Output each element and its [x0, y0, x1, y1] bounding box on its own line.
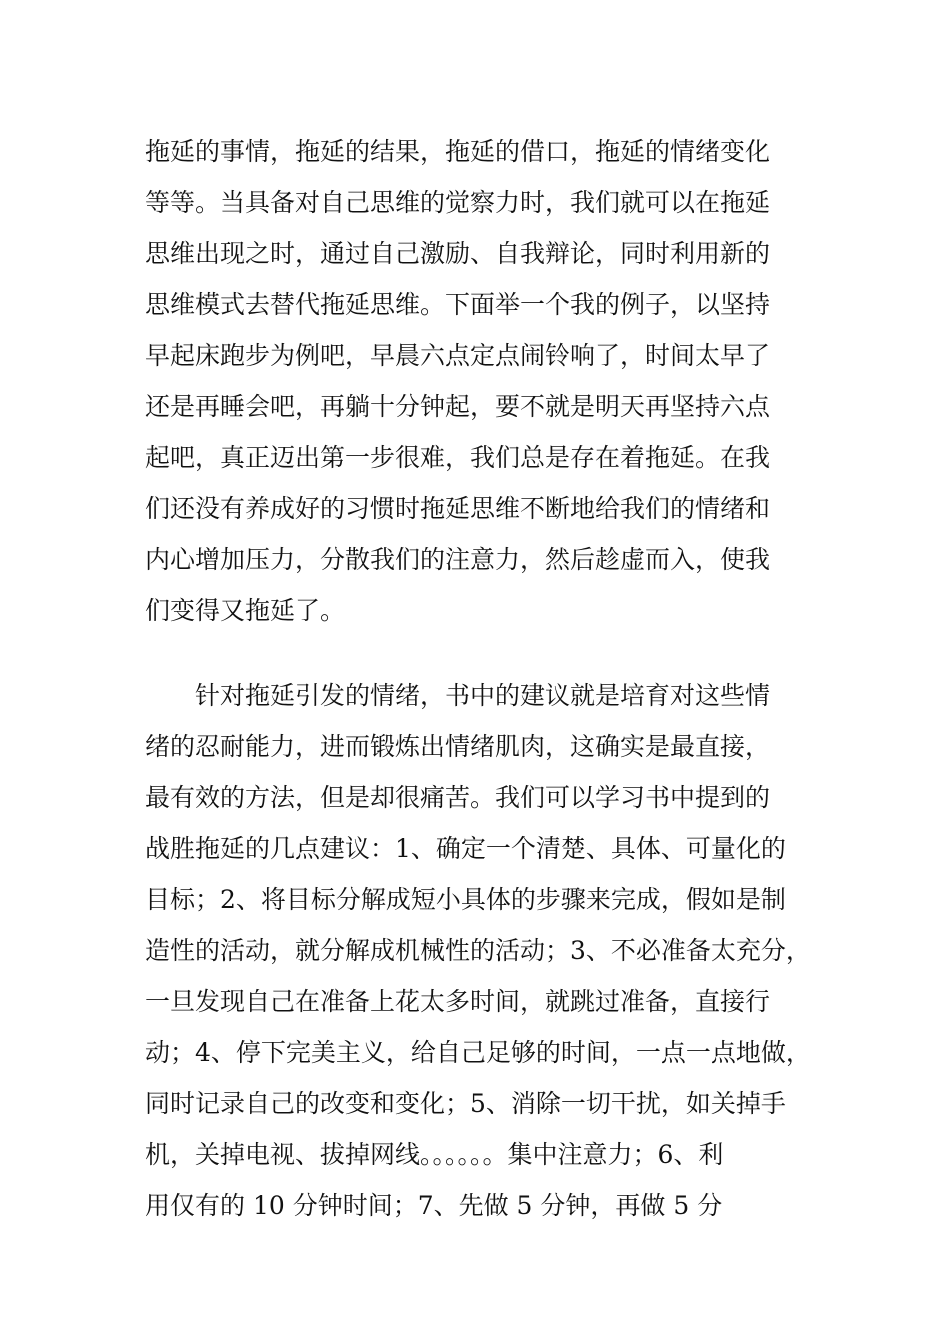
paragraph-line: 一旦发现自己在准备上花太多时间，就跳过准备，直接行: [145, 987, 771, 1016]
paragraph-line: 最有效的方法，但是却很痛苦。我们可以学习书中提到的: [145, 783, 771, 812]
paragraph-line: 拖延的事情，拖延的结果，拖延的借口，拖延的情绪变化: [145, 137, 771, 166]
paragraph-line: 目标；2、将目标分解成短小具体的步骤来完成，假如是制: [145, 885, 786, 914]
paragraph-line: 思维出现之时，通过自己激励、自我辩论，同时利用新的: [145, 239, 771, 268]
paragraph-line: 们变得又拖延了。: [145, 596, 346, 625]
paragraph-line: 造性的活动，就分解成机械性的活动；3、不必准备太充分，: [145, 936, 811, 965]
paragraph-line: 战胜拖延的几点建议：1、确定一个清楚、具体、可量化的: [145, 834, 786, 863]
paragraph-line: 针对拖延引发的情绪，书中的建议就是培育对这些情: [195, 681, 771, 710]
paragraph-line: 们还没有养成好的习惯时拖延思维不断地给我们的情绪和: [145, 494, 771, 523]
paragraph-line: 起吧，真正迈出第一步很难，我们总是存在着拖延。在我: [145, 443, 771, 472]
paragraph-line: 早起床跑步为例吧，早晨六点定点闹铃响了，时间太早了: [145, 341, 771, 370]
paragraph-line: 动；4、停下完美主义，给自己足够的时间，一点一点地做，: [145, 1038, 811, 1067]
paragraph-line: 等等。当具备对自己思维的觉察力时，我们就可以在拖延: [145, 188, 771, 217]
paragraph-line: 用仅有的 10 分钟时间；7、先做 5 分钟，再做 5 分: [145, 1191, 723, 1220]
paragraph-line: 绪的忍耐能力，进而锻炼出情绪肌肉，这确实是最直接，: [145, 732, 771, 761]
paragraph-line: 机，关掉电视、拔掉网线。。。。。。集中注意力；6、利: [145, 1140, 724, 1169]
paragraph-line: 内心增加压力，分散我们的注意力，然后趁虚而入，使我: [145, 545, 771, 574]
paragraph-line: 同时记录自己的改变和变化；5、消除一切干扰，如关掉手: [145, 1089, 786, 1118]
paragraph-line: 思维模式去替代拖延思维。下面举一个我的例子，以坚持: [145, 290, 771, 319]
paragraph-line: 还是再睡会吧，再躺十分钟起，要不就是明天再坚持六点: [145, 392, 771, 421]
